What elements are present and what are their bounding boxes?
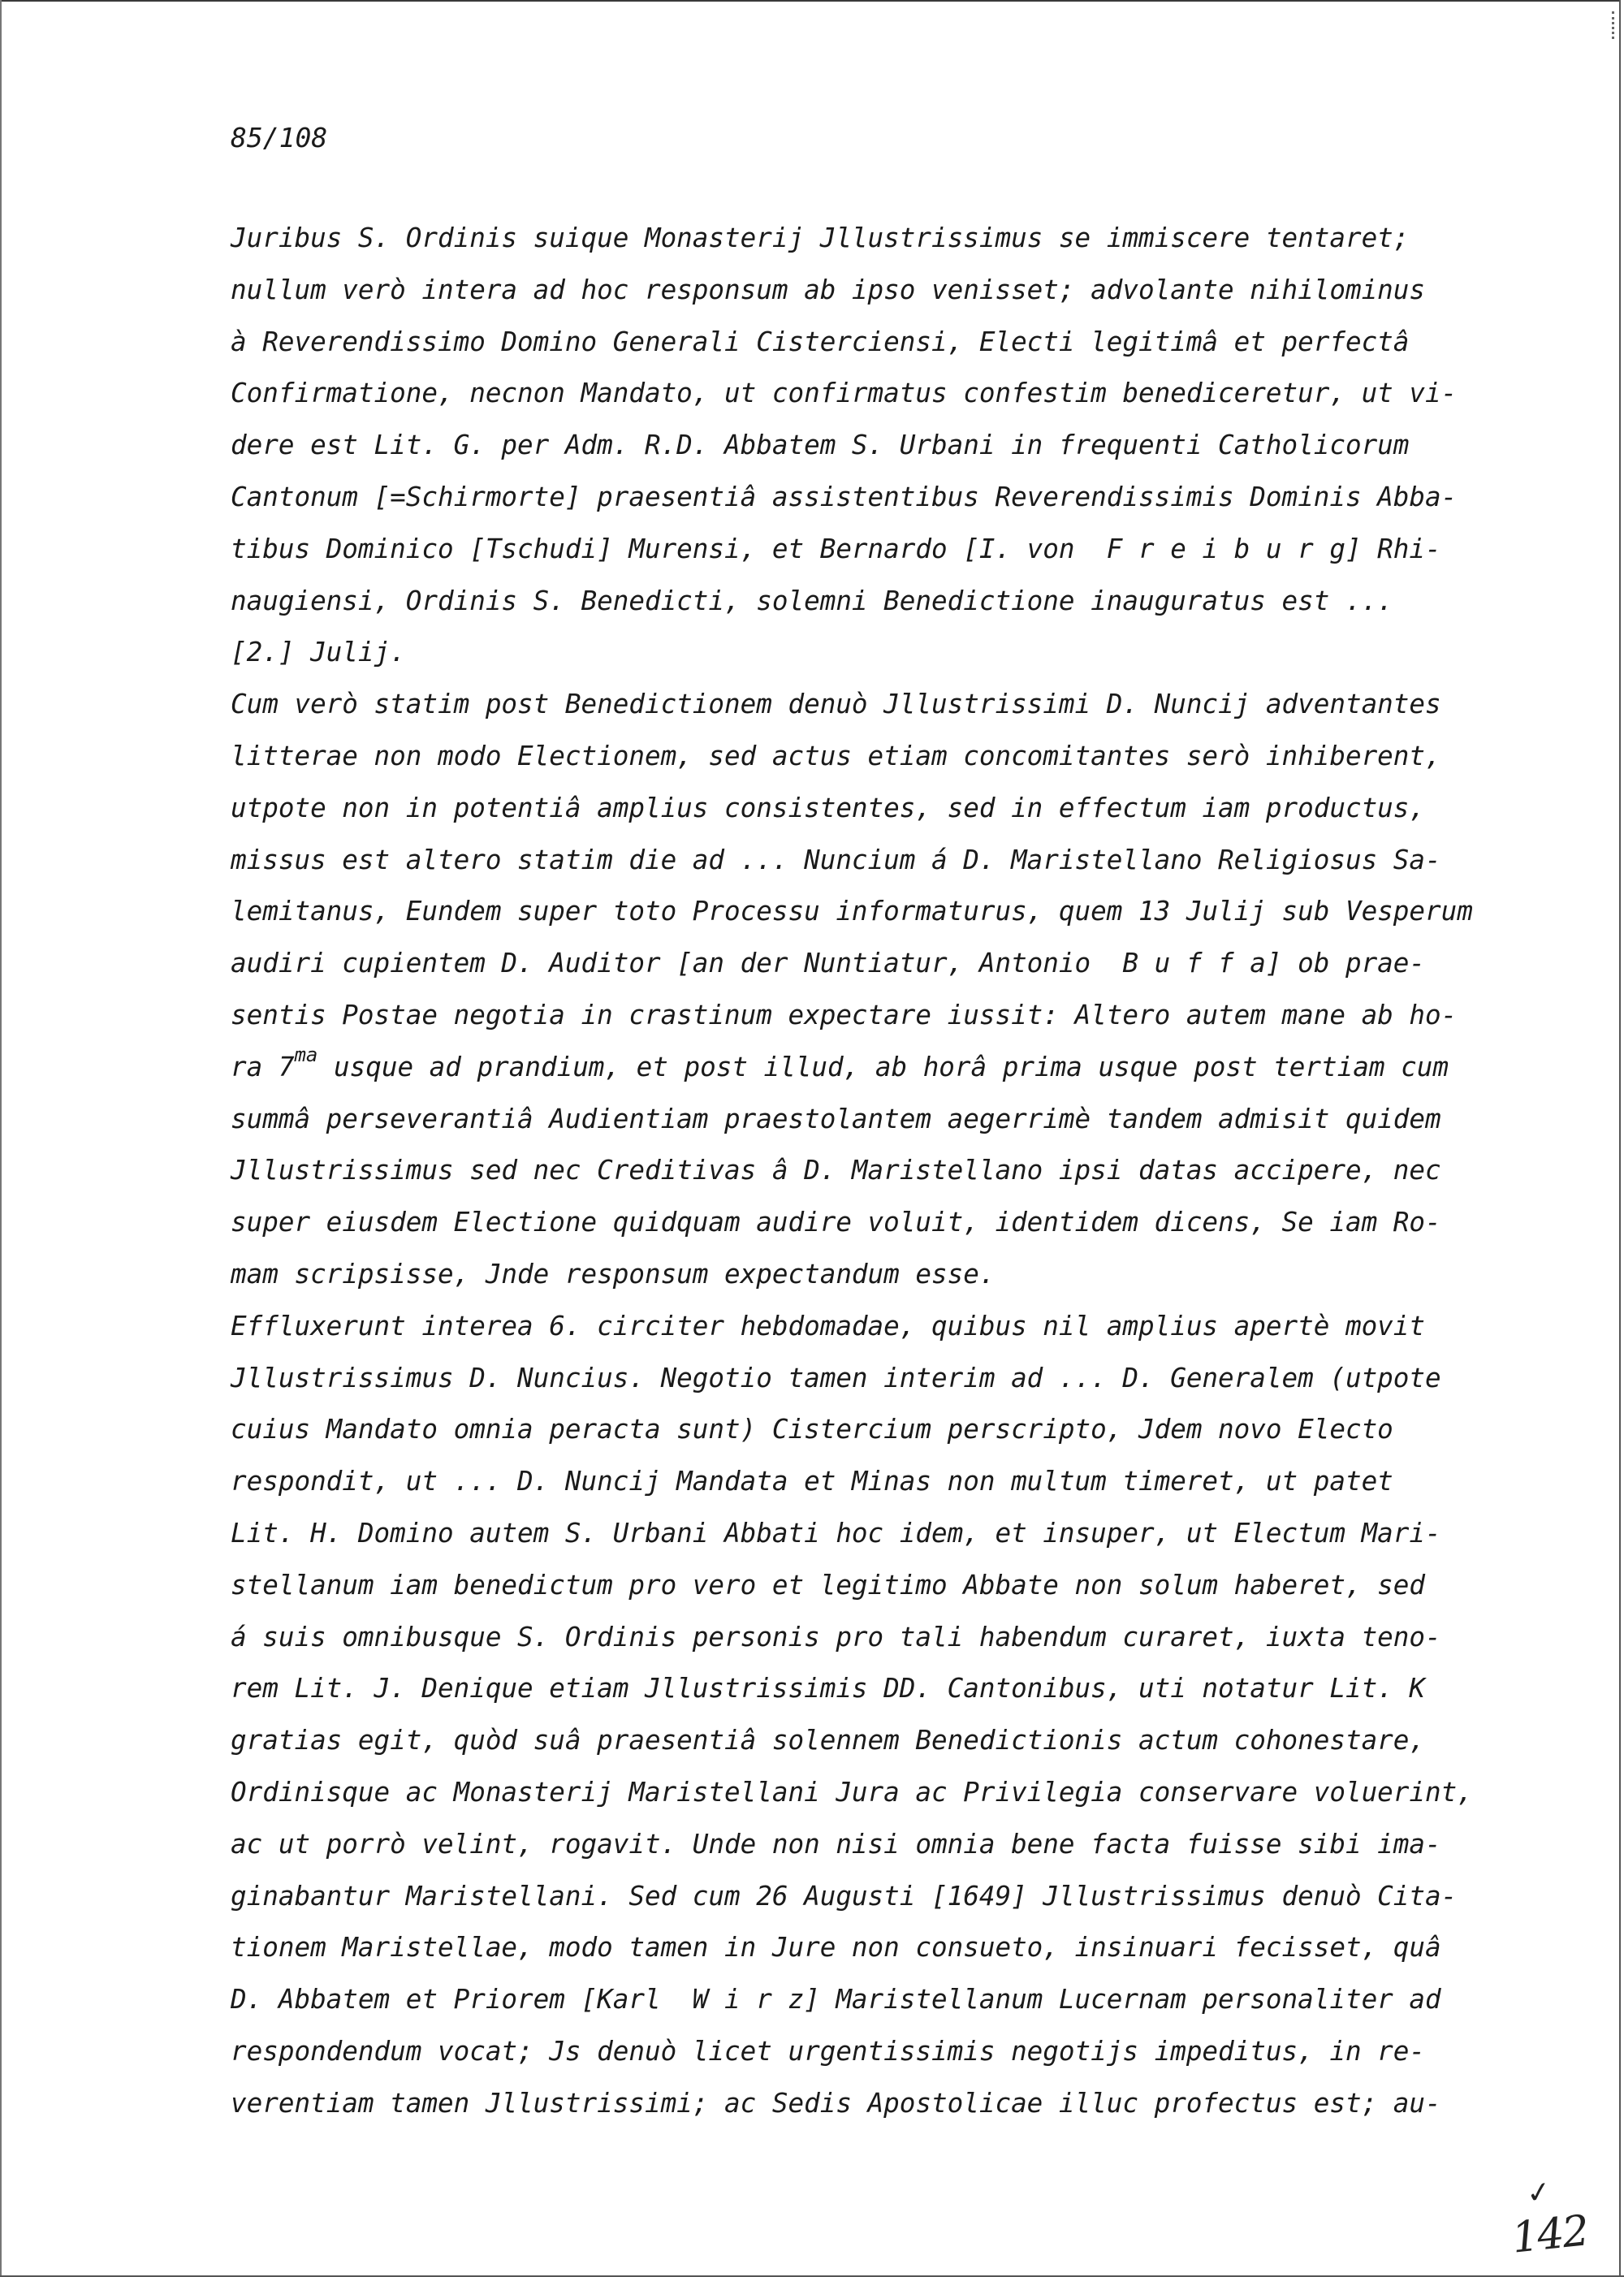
text-line: respondendum vocat; Js denuò licet urgentissimis negotijs impeditus, in re- (231, 2035, 1426, 2067)
text-line: lemitanus, Eundem super toto Processu informaturus, quem 13 Julij sub Vesperum (231, 896, 1473, 927)
text-line: Ordinisque ac Monasterij Maristellani Jura ac Privilegia conservare voluerint, (231, 1776, 1473, 1808)
text-line: Jllustrissimus D. Nuncius. Negotio tamen interim ad ... D. Generalem (utpote (231, 1362, 1441, 1393)
text-line: á suis omnibusque S. Ordinis personis pro tali habendum curaret, iuxta teno- (231, 1621, 1441, 1653)
text-line: Cantonum [=Schirmorte] praesentiâ assistentibus Reverendissimis Dominis Abba- (231, 481, 1458, 512)
text-line: litterae non modo Electionem, sed actus etiam concomitantes serò inhiberent, (231, 740, 1441, 771)
text-line: stellanum iam benedictum pro vero et legitimo Abbate non solum haberet, sed (231, 1569, 1426, 1601)
text-line-with-superscript (231, 1042, 1514, 1094)
text-line: Effluxerunt interea 6. circiter hebdomadae, quibus nil amplius apertè movit (231, 1310, 1426, 1342)
text-line: missus est altero statim die ad ... Nuncium á D. Maristellano Religiosus Sa- (231, 844, 1441, 875)
text-line: rem Lit. J. Denique etiam Jllustrissimis DD. Cantonibus, uti notatur Lit. K (231, 1673, 1426, 1705)
text-line: Jllustrissimus sed nec Creditivas â D. Maristellano ipsi datas accipere, nec (231, 1155, 1441, 1186)
text-line: verentiam tamen Jllustrissimi; ac Sedis Apostolicae illuc profectus est; au- (231, 2087, 1441, 2119)
text-line: respondit, ut ... D. Nuncij Mandata et Minas non multum timeret, ut patet (231, 1466, 1393, 1497)
text-line: cuius Mandato omnia peracta sunt) Cistercium perscripto, Jdem novo Electo (231, 1414, 1393, 1445)
superscript: ma (294, 1043, 318, 1066)
text-line: Cum verò statim post Benedictionem denuò Jllustrissimi D. Nuncij adventantes (231, 689, 1441, 720)
text-line: ac ut porrò velint, rogavit. Unde non nisi omnia bene facta fuisse sibi ima- (231, 1828, 1441, 1860)
text-line: gratias egit, quòd suâ praesentiâ solennem Benedictionis actum cohonestare, (231, 1725, 1426, 1756)
document-body (231, 213, 1514, 2129)
text-line: dere est Lit. G. per Adm. R.D. Abbatem S. Urbani in frequenti Catholicorum (231, 430, 1410, 461)
text-line: Juribus S. Ordinis suique Monasterij Jllustrissimus se immiscere tentaret; (231, 223, 1410, 253)
text-line: ginabantur Maristellani. Sed cum 26 Augusti [1649] Jllustrissimus denuò Cita- (231, 1880, 1458, 1912)
text-line: tibus Dominico [Tschudi] Murensi, et Bernardo [I. von F r e i b u r g] Rhi- (231, 533, 1441, 564)
text-line: Confirmatione, necnon Mandato, ut confirmatus confestim benediceretur, ut vi- (231, 378, 1458, 409)
text-line: utpote non in potentiâ amplius consistentes, sed in effectum iam productus, (231, 792, 1426, 823)
folio-number: 142 (1510, 2206, 1591, 2263)
folio-check-mark: ✓ (1524, 2175, 1553, 2211)
text-line: naugiensi, Ordinis S. Benedicti, solemni Benedictione inauguratus est ... (231, 585, 1393, 616)
text-line: mam scripsisse, Jnde responsum expectandum esse. (231, 1258, 996, 1290)
page-border-left (0, 0, 2, 2277)
text-line: summâ perseverantiâ Audientiam praestolantem aegerrimè tandem admisit quidem (231, 1103, 1441, 1134)
text-line: nullum verò intera ad hoc responsum ab ipso venisset; advolante nihilominus (231, 274, 1426, 305)
text-line: à Reverendissimo Domino Generali Cisterciensi, Electi legitimâ et perfectâ (231, 326, 1410, 357)
text-line: super eiusdem Electione quidquam audire voluit, identidem dicens, Se iam Ro- (231, 1207, 1441, 1238)
text-line-start: ra 7 (231, 1051, 295, 1082)
page-number: 85/108 (231, 122, 328, 153)
text-line: sentis Postae negotia in crastinum expectare iussit: Altero autem mane ab ho- (231, 999, 1458, 1030)
text-line: audiri cupientem D. Auditor [an der Nuntiatur, Antonio B u f f a] ob prae- (231, 948, 1426, 979)
text-line: D. Abbatem et Priorem [Karl W i r z] Maristellanum Lucernam personaliter ad (231, 1984, 1441, 2016)
page-border-top (0, 0, 1621, 2)
text-line: tionem Maristellae, modo tamen in Jure non consueto, insinuari fecisset, quâ (231, 1932, 1441, 1964)
edge-marks (1612, 11, 1618, 39)
text-line: Lit. H. Domino autem S. Urbani Abbati hoc idem, et insuper, ut Electum Mari- (231, 1517, 1441, 1549)
text-line-rest: usque ad prandium, et post illud, ab horâ prima usque post tertiam cum (317, 1051, 1449, 1082)
page-border-right (1619, 0, 1621, 2277)
text-line: [2.] Julij. (231, 637, 406, 668)
